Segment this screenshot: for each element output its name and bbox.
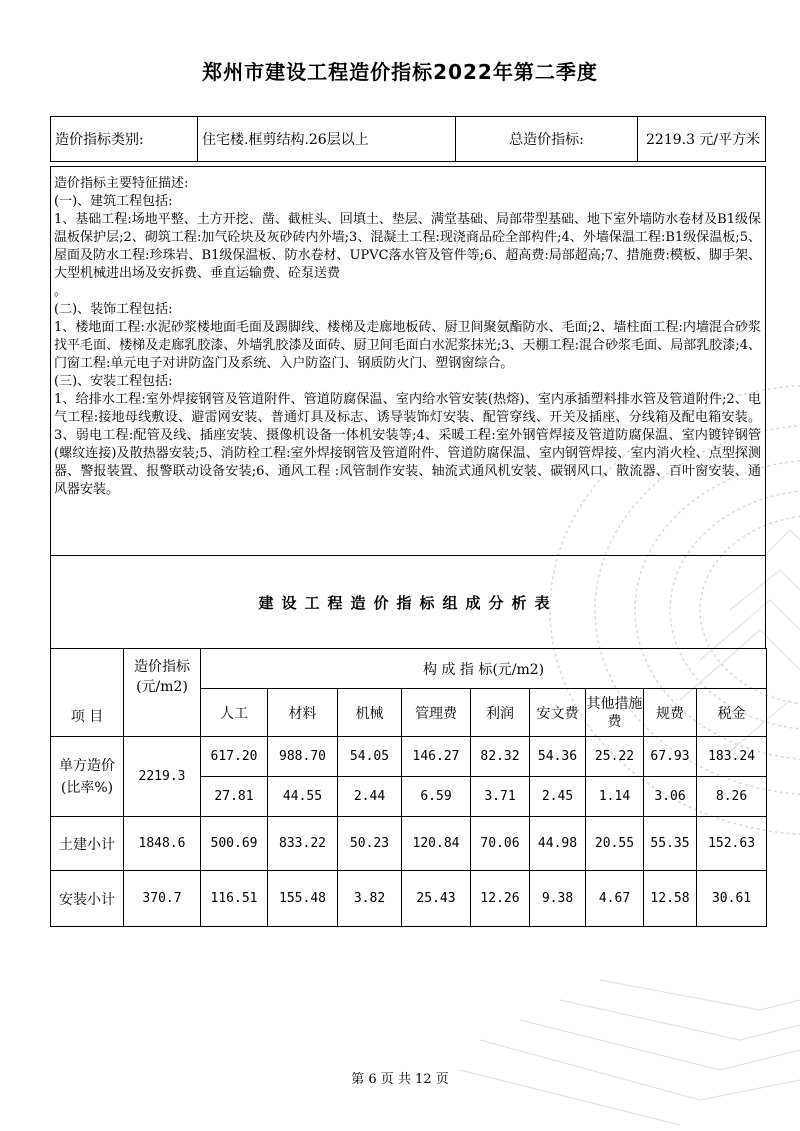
composition-table [50, 648, 767, 927]
table-cell: 30.61 [697, 871, 767, 927]
table-cell: 146.27 [402, 737, 471, 777]
page-footer: 第 6 页 共 12 页 [351, 1072, 449, 1087]
table-cell: 44.98 [530, 817, 586, 871]
table-cell: 27.81 [201, 777, 268, 817]
table-cell: 2.44 [338, 777, 402, 817]
page-title: 郑州市建设工程造价指标2022年第二季度 [202, 60, 598, 84]
col-labor: 人工 [201, 689, 268, 737]
row-civil-index: 1848.6 [124, 817, 201, 871]
table-cell: 9.38 [530, 871, 586, 927]
feature-description [50, 166, 766, 556]
table-cell: 183.24 [697, 737, 767, 777]
composition-group-header: 构 成 指 标(元/m2) [201, 649, 767, 689]
table-cell: 617.20 [201, 737, 268, 777]
row-unit-cost-label: 单方造价(比率%) [51, 737, 124, 817]
col-material: 材料 [268, 689, 338, 737]
col-tax: 税金 [697, 689, 767, 737]
table-cell: 25.43 [402, 871, 471, 927]
table-cell: 120.84 [402, 817, 471, 871]
desc-section-building-title: (一)、建筑工程包括: [54, 194, 173, 209]
table-cell: 50.23 [338, 817, 402, 871]
col-management: 管理费 [402, 689, 471, 737]
table-cell: 12.26 [471, 871, 530, 927]
table-cell: 54.05 [338, 737, 402, 777]
table-cell: 988.70 [268, 737, 338, 777]
desc-section-install-text: 1、给排水工程:室外焊接钢管及管道附件、管道防腐保温、室内给水管安装(热熔)、室内承插塑料排水管及管道附件;2、电气工程:接地母线敷设、避雷网安装、普通灯具及标志、诱导装饰灯安装、配管穿线、开关及插座、分线箱及配电箱安装。3、弱电工程:配管及线、插座安装、摄像机设备一体机安装等;4、采暖工程:室外钢管焊接及管道防腐保温、室内镀锌钢管(螺纹连接)及散热器安装;5、消防栓工程:室外焊接钢管及管道附件、管道防腐保温、室内钢管焊接、室内消火栓、点型探测器、警报装置、报警联动设备安装;6、通风工程 :风管制作安装、轴流式通风机安装、碳钢风口、散流器、百叶窗安装、通风器安装。 [54, 392, 761, 497]
col-index-header: 造价指标(元/m2) [124, 649, 201, 737]
table-cell: 3.82 [338, 871, 402, 927]
analysis-title: 建设工程造价指标组成分析表 [258, 594, 558, 612]
table-cell: 6.59 [402, 777, 471, 817]
row-install-index: 370.7 [124, 871, 201, 927]
col-machinery: 机械 [338, 689, 402, 737]
table-cell: 44.55 [268, 777, 338, 817]
row-install-label: 安装小计 [51, 871, 124, 927]
table-cell: 12.58 [644, 871, 697, 927]
analysis-header [50, 556, 766, 648]
row-unit-cost-index: 2219.3 [124, 737, 201, 817]
table-cell: 3.06 [644, 777, 697, 817]
col-safety: 安文费 [530, 689, 586, 737]
col-item-header: 项 目 [51, 649, 124, 737]
desc-section-building-end: 。 [54, 284, 68, 299]
table-cell: 82.32 [471, 737, 530, 777]
table-cell: 3.71 [471, 777, 530, 817]
table-cell: 1.14 [586, 777, 644, 817]
table-cell: 8.26 [697, 777, 767, 817]
table-cell: 2.45 [530, 777, 586, 817]
table-cell: 55.35 [644, 817, 697, 871]
col-fees: 规费 [644, 689, 697, 737]
col-profit: 利润 [471, 689, 530, 737]
table-cell: 20.55 [586, 817, 644, 871]
table-cell: 152.63 [697, 817, 767, 871]
table-cell: 155.48 [268, 871, 338, 927]
table-cell: 833.22 [268, 817, 338, 871]
total-label: 总造价指标: [456, 117, 638, 161]
table-cell: 54.36 [530, 737, 586, 777]
category-label: 造价指标类别: [51, 117, 198, 161]
category-value: 住宅楼.框剪结构.26层以上 [198, 117, 456, 161]
table-cell: 4.67 [586, 871, 644, 927]
desc-section-decoration-title: (二)、装饰工程包括: [54, 302, 173, 317]
table-cell: 500.69 [201, 817, 268, 871]
table-cell: 25.22 [586, 737, 644, 777]
table-cell: 70.06 [471, 817, 530, 871]
col-other-measures: 其他措施费 [586, 689, 644, 737]
desc-section-decoration-text: 1、楼地面工程:水泥砂浆楼地面毛面及踢脚线、楼梯及走廊地板砖、厨卫间聚氨酯防水、毛面;2、墙柱面工程:内墙混合砂浆找平毛面、楼梯及走廊乳胶漆、外墙乳胶漆及面砖、厨卫间毛面白水泥浆抹光;3、天棚工程:混合砂浆毛面、局部乳胶漆;4、门窗工程:单元电子对讲防盗门及系统、入户防盗门、钢质防火门、塑钢窗综合。 [54, 320, 761, 371]
desc-heading: 造价指标主要特征描述: [54, 176, 189, 191]
table-cell: 67.93 [644, 737, 697, 777]
desc-section-install-title: (三)、安装工程包括: [54, 374, 173, 389]
desc-section-building-text: 1、基础工程:场地平整、土方开挖、凿、截桩头、回填土、垫层、满堂基础、局部带型基础、地下室外墙防水卷材及B1级保温板保护层;2、砌筑工程:加气砼块及灰砂砖内外墙;3、混凝土工程:现浇商品砼全部构件;4、外墙保温工程:B1级保温板;5、屋面及防水工程:珍珠岩、B1级保温板、防水卷材、UPVC落水管及管件等;6、超高费:局部超高;7、措施费:模板、脚手架、大型机械进出场及安拆费、垂直运输费、砼泵送费 [54, 212, 761, 281]
table-cell: 116.51 [201, 871, 268, 927]
row-civil-label: 土建小计 [51, 817, 124, 871]
total-value: 2219.3 元/平方米 [646, 132, 761, 148]
info-row [50, 116, 766, 162]
